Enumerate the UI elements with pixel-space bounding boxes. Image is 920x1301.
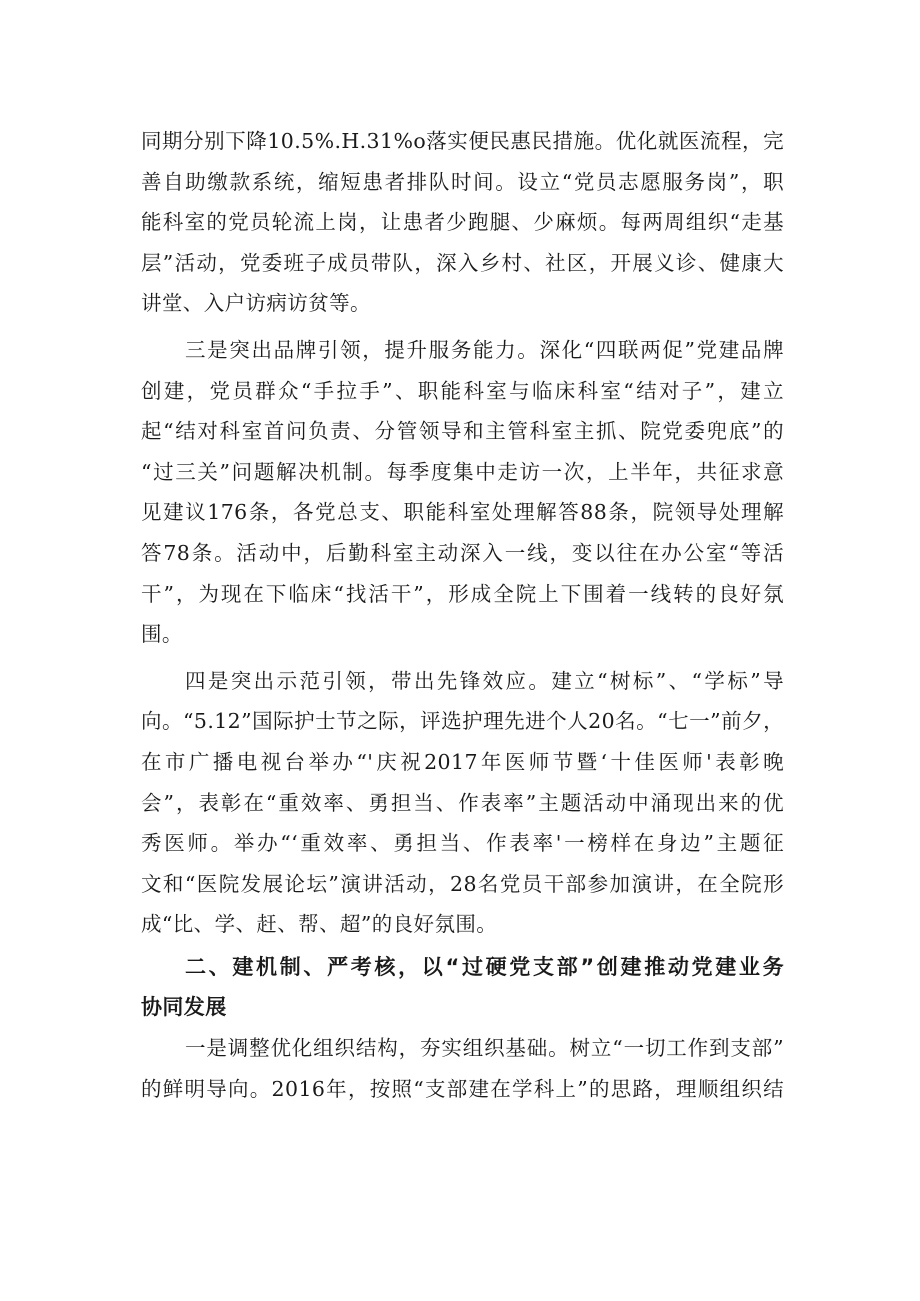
text-line: 文和“医院发展论坛”演讲活动，28名党员干部参加演讲，在全院形 (141, 871, 784, 896)
heading-line: 协同发展 (141, 995, 227, 1020)
text-line: 在市广播电视台举办“'庆祝2017年医师节暨‘十佳医师'表彰晚 (141, 749, 784, 774)
text-line: 起“结对科室首问负责、分管领导和主管科室主抓、院党委兜底”的 (141, 419, 784, 444)
paragraph-brand-leadership (141, 330, 784, 655)
text-line: 创建，党员群众“手拉手”、职能科室与临床科室“结对子”，建立 (141, 378, 784, 403)
text-line: 围。 (141, 622, 183, 647)
text-line: 的鲜明导向。2016年，按照“支部建在学科上”的思路，理顺组织结 (141, 1076, 784, 1101)
heading-line: 二、建机制、严考核，以“过硬党支部”创建推动党建业务 (185, 954, 784, 979)
text-line: 一是调整优化组织结构，夯实组织基础。树立“一切工作到支部” (185, 1036, 784, 1061)
text-line: 答78条。活动中，后勤科室主动深入一线，变以往在办公室“等活 (141, 540, 784, 565)
text-line: 善自助缴款系统，缩短患者排队时间。设立“党员志愿服务岗”，职 (141, 169, 784, 194)
paragraph-model-leadership (141, 661, 784, 945)
paragraph-organization-structure (141, 1028, 784, 1109)
text-line: 干”，为现在下临床“找活干”，形成全院上下围着一线转的良好氛 (141, 581, 784, 606)
text-line: 能科室的党员轮流上岗，让患者少跑腿、少麻烦。每两周组织“走基 (141, 210, 784, 235)
text-line: 向。“5.12”国际护士节之际，评选护理先进个人20名。“七一”前夕， (141, 709, 784, 734)
text-line: 秀医师。举办“‘重效率、勇担当、作表率'一榜样在身边”主题征 (141, 831, 784, 856)
text-line: 同期分别下降10.5%.H.31%o落实便民惠民措施。优化就医流程，完 (141, 129, 784, 153)
text-line: 三是突出品牌引领，提升服务能力。深化“四联两促”党建品牌 (185, 337, 784, 362)
text-line: 成“比、学、赶、帮、超”的良好氛围。 (141, 912, 498, 937)
section-heading (141, 947, 784, 1028)
text-line: 会”，表彰在“重效率、勇担当、作表率”主题活动中涌现出来的优 (141, 790, 784, 815)
text-line: 层”活动，党委班子成员带队，深入乡村、社区，开展义诊、健康大 (141, 250, 784, 275)
text-line: 见建议176条，各党总支、职能科室处理解答88条，院领导处理解 (141, 500, 784, 525)
text-line: 讲堂、入户访病访贫等。 (141, 291, 371, 316)
paragraph-service-measures (141, 121, 784, 324)
text-line: “过三关”问题解决机制。每季度集中走访一次，上半年，共征求意 (141, 459, 784, 484)
text-line: 四是突出示范引领，带出先锋效应。建立“树标”、“学标”导 (185, 668, 784, 693)
